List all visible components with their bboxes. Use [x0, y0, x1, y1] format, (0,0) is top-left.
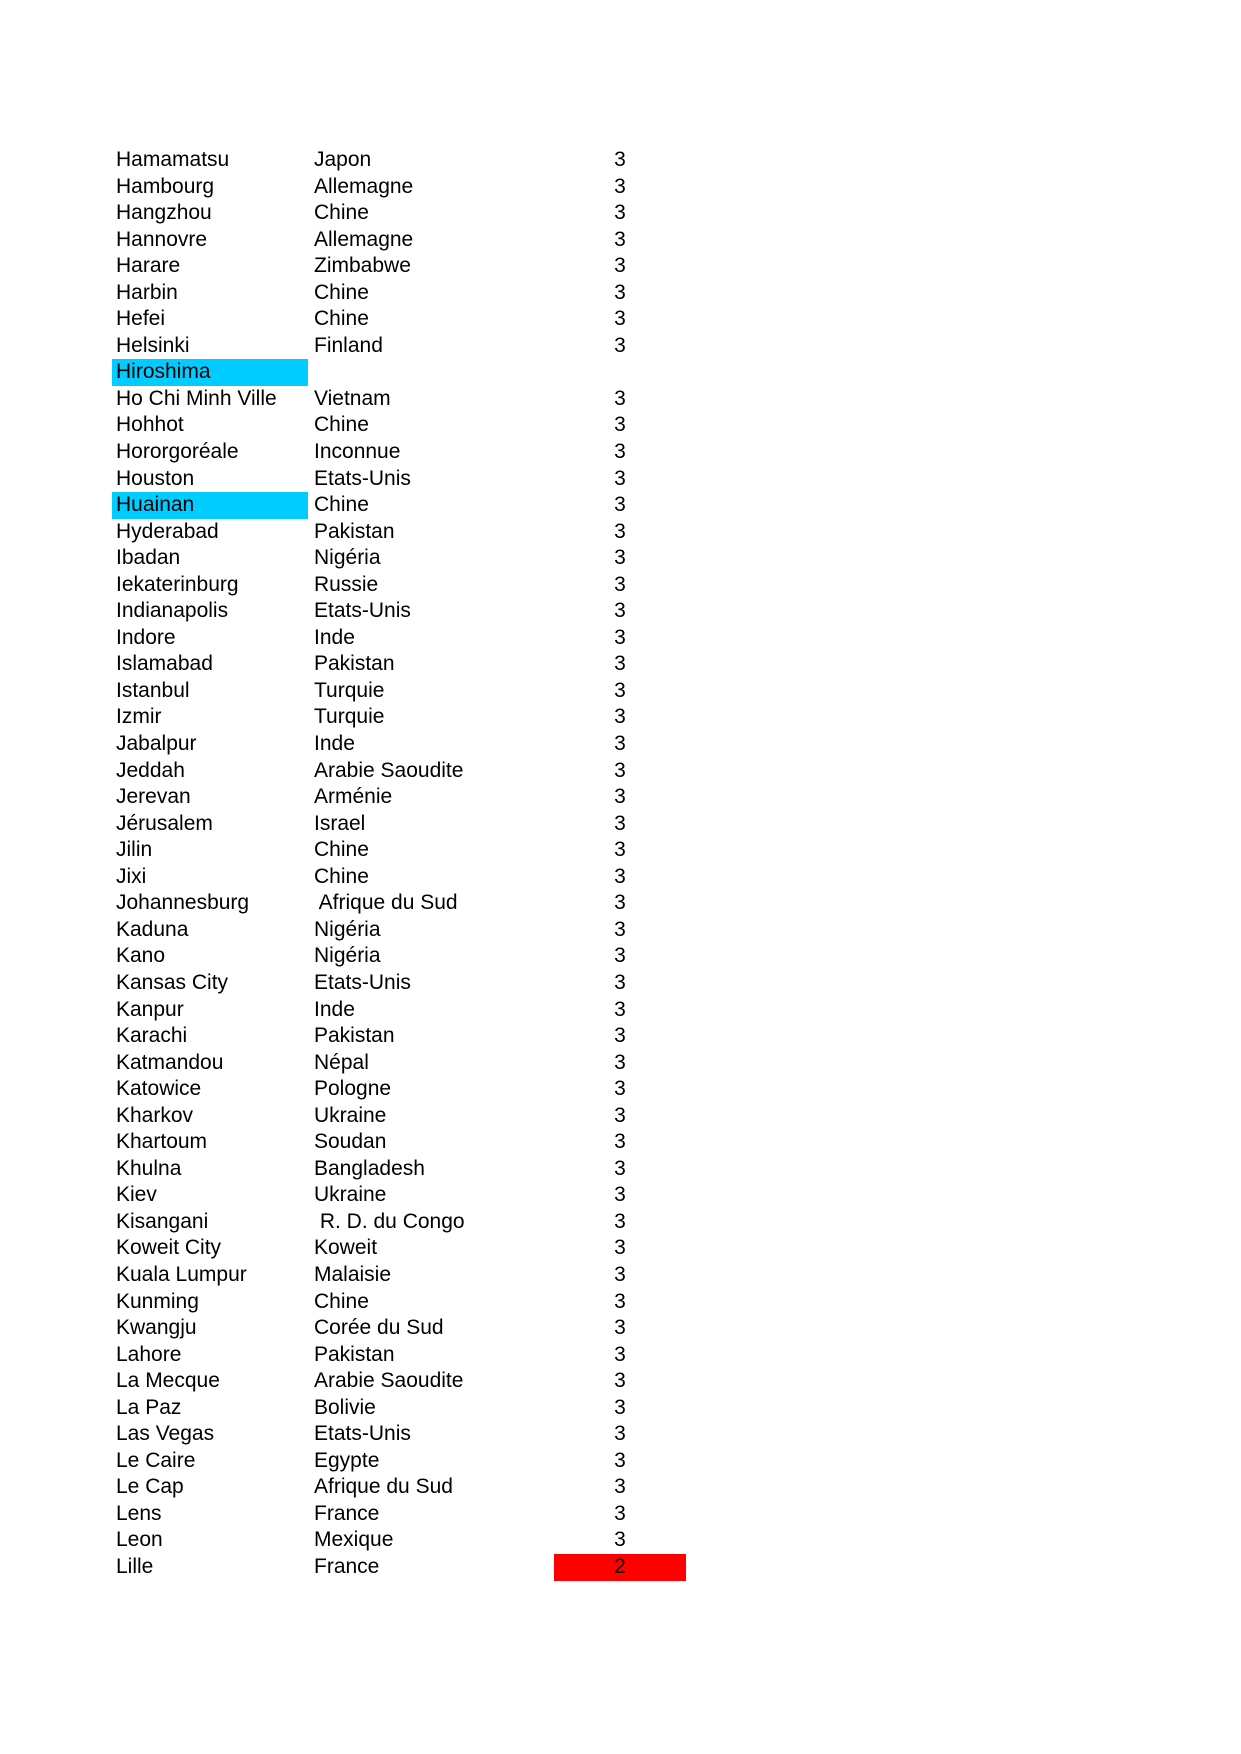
country-cell[interactable]: Vietnam — [314, 386, 391, 410]
city-cell[interactable]: Indore — [116, 625, 176, 649]
country-cell[interactable]: Chine — [314, 413, 369, 437]
country-cell[interactable]: Chine — [314, 201, 369, 225]
table-row — [0, 1289, 1241, 1316]
country-cell[interactable]: Inde — [314, 997, 355, 1021]
table-row — [0, 1448, 1241, 1475]
table-row — [0, 1527, 1241, 1554]
country-cell[interactable]: Arabie Saoudite — [314, 758, 464, 782]
table-row — [0, 758, 1241, 785]
table-row — [0, 1501, 1241, 1528]
table-row — [0, 1554, 1241, 1581]
value-cell[interactable]: 3 — [614, 997, 626, 1021]
country-cell[interactable]: Zimbabwe — [314, 254, 411, 278]
value-cell[interactable]: 3 — [614, 785, 626, 809]
country-cell[interactable]: Bangladesh — [314, 1156, 425, 1180]
value-cell[interactable]: 3 — [614, 493, 626, 517]
value-cell[interactable]: 3 — [614, 1448, 626, 1472]
country-cell[interactable]: Pakistan — [314, 519, 395, 543]
value-cell[interactable]: 3 — [614, 1316, 626, 1340]
table-row — [0, 1050, 1241, 1077]
country-cell[interactable]: Nigéria — [314, 546, 381, 570]
country-cell[interactable]: Bolivie — [314, 1395, 376, 1419]
country-cell[interactable]: Afrique du Sud — [314, 891, 458, 915]
table-row — [0, 572, 1241, 599]
value-cell[interactable]: 3 — [614, 625, 626, 649]
city-cell[interactable]: Kharkov — [116, 1103, 194, 1127]
country-cell[interactable]: Ukraine — [314, 1103, 387, 1127]
table-row — [0, 1023, 1241, 1050]
city-cell[interactable]: Hambourg — [116, 174, 215, 198]
city-cell[interactable]: La Paz — [116, 1395, 182, 1419]
city-cell[interactable]: Ho Chi Minh Ville — [116, 386, 277, 410]
value-cell[interactable]: 3 — [614, 1077, 626, 1101]
table-row — [0, 890, 1241, 917]
city-cell[interactable]: Islamabad — [116, 652, 213, 676]
city-cell[interactable]: Kaduna — [116, 917, 189, 941]
value-cell[interactable]: 3 — [614, 333, 626, 357]
value-cell[interactable] — [554, 359, 686, 386]
city-cell[interactable]: Helsinki — [116, 333, 190, 357]
table-row — [0, 970, 1241, 997]
table-row — [0, 412, 1241, 439]
table-row — [0, 1342, 1241, 1369]
value-cell[interactable]: 3 — [614, 1528, 626, 1552]
country-cell[interactable]: Pakistan — [314, 1342, 395, 1366]
country-cell[interactable]: Ukraine — [314, 1183, 387, 1207]
city-cell[interactable]: Johannesburg — [116, 891, 250, 915]
city-cell[interactable]: Katmandou — [116, 1050, 224, 1074]
country-cell[interactable]: Chine — [314, 280, 369, 304]
table-row — [0, 227, 1241, 254]
country-cell[interactable]: Israel — [314, 811, 366, 835]
country-cell[interactable]: Pologne — [314, 1077, 392, 1101]
country-cell[interactable]: Chine — [314, 307, 369, 331]
table-row — [0, 1235, 1241, 1262]
value-cell[interactable]: 3 — [614, 705, 626, 729]
country-cell[interactable]: Chine — [314, 864, 369, 888]
table-row — [0, 492, 1241, 519]
table-row — [0, 837, 1241, 864]
city-cell[interactable]: Jilin — [116, 838, 153, 862]
city-cell[interactable]: Katowice — [116, 1077, 202, 1101]
value-cell[interactable]: 3 — [614, 732, 626, 756]
city-cell[interactable]: Hangzhou — [116, 201, 212, 225]
value-cell[interactable]: 3 — [614, 440, 626, 464]
table-row — [0, 704, 1241, 731]
country-cell[interactable]: Etats-Unis — [314, 599, 411, 623]
value-cell[interactable]: 2 — [554, 1554, 686, 1581]
table-row — [0, 1262, 1241, 1289]
city-cell[interactable]: Kunming — [116, 1289, 199, 1313]
value-cell[interactable]: 3 — [614, 652, 626, 676]
country-cell[interactable]: Finland — [314, 333, 383, 357]
country-cell[interactable]: Etats-Unis — [314, 1422, 411, 1446]
country-cell[interactable]: France — [314, 1501, 380, 1525]
city-cell[interactable]: Jeddah — [116, 758, 185, 782]
city-cell[interactable]: Izmir — [116, 705, 162, 729]
table-row — [0, 678, 1241, 705]
city-cell[interactable]: Iekaterinburg — [116, 572, 239, 596]
value-cell[interactable]: 3 — [614, 174, 626, 198]
city-cell[interactable]: Hohhot — [116, 413, 184, 437]
city-cell[interactable]: Leon — [116, 1528, 163, 1552]
value-cell[interactable]: 3 — [614, 307, 626, 331]
value-cell[interactable]: 3 — [614, 572, 626, 596]
city-cell[interactable]: Hororgoréale — [116, 440, 239, 464]
city-cell[interactable]: Le Cap — [116, 1475, 184, 1499]
city-cell[interactable]: Le Caire — [116, 1448, 196, 1472]
table-row — [0, 598, 1241, 625]
city-cell[interactable]: Jixi — [116, 864, 147, 888]
table-row — [0, 147, 1241, 174]
table-row — [0, 625, 1241, 652]
value-cell[interactable]: 3 — [614, 1289, 626, 1313]
city-cell[interactable]: Hyderabad — [116, 519, 219, 543]
country-cell[interactable]: Arménie — [314, 785, 393, 809]
table-row — [0, 1209, 1241, 1236]
value-cell[interactable]: 3 — [614, 201, 626, 225]
value-cell[interactable]: 3 — [614, 1050, 626, 1074]
value-cell[interactable]: 3 — [614, 1209, 626, 1233]
table-row — [0, 359, 1241, 386]
table-row — [0, 1103, 1241, 1130]
city-cell[interactable]: Karachi — [116, 1024, 188, 1048]
city-cell[interactable]: Kano — [116, 944, 166, 968]
value-cell[interactable]: 3 — [614, 1103, 626, 1127]
city-cell[interactable]: Jabalpur — [116, 732, 197, 756]
city-cell[interactable]: Jerevan — [116, 785, 191, 809]
value-cell[interactable]: 3 — [614, 227, 626, 251]
value-cell[interactable]: 3 — [614, 1369, 626, 1393]
country-cell[interactable]: Egypte — [314, 1448, 380, 1472]
city-cell[interactable]: Khartoum — [116, 1130, 208, 1154]
country-cell[interactable]: Pakistan — [314, 652, 395, 676]
country-cell[interactable]: Japon — [314, 148, 372, 171]
table-row — [0, 731, 1241, 758]
table-row — [0, 1076, 1241, 1103]
table-row — [0, 519, 1241, 546]
value-cell[interactable]: 3 — [614, 466, 626, 490]
table-row — [0, 466, 1241, 493]
city-cell[interactable]: Indianapolis — [116, 599, 229, 623]
city-cell[interactable]: Kisangani — [116, 1209, 209, 1233]
country-cell[interactable]: Arabie Saoudite — [314, 1369, 464, 1393]
value-cell[interactable]: 3 — [614, 944, 626, 968]
spreadsheet-page — [0, 147, 1241, 1581]
city-cell[interactable]: Las Vegas — [116, 1422, 215, 1446]
city-cell[interactable]: La Mecque — [116, 1369, 220, 1393]
country-cell[interactable]: Turquie — [314, 678, 385, 702]
value-cell[interactable]: 3 — [614, 1024, 626, 1048]
table-row — [0, 333, 1241, 360]
table-row — [0, 174, 1241, 201]
value-cell[interactable]: 3 — [614, 280, 626, 304]
table-row — [0, 1315, 1241, 1342]
city-cell[interactable]: Kwangju — [116, 1316, 197, 1340]
country-cell[interactable]: Allemagne — [314, 174, 414, 198]
country-cell[interactable]: Etats-Unis — [314, 466, 411, 490]
city-cell[interactable]: Jérusalem — [116, 811, 213, 835]
city-cell[interactable]: Harbin — [116, 280, 178, 304]
table-row — [0, 1395, 1241, 1422]
value-cell[interactable]: 3 — [614, 1342, 626, 1366]
country-cell[interactable]: Népal — [314, 1050, 369, 1074]
table-row — [0, 811, 1241, 838]
table-row — [0, 1474, 1241, 1501]
country-cell[interactable]: Inde — [314, 732, 355, 756]
value-cell[interactable]: 3 — [614, 254, 626, 278]
country-cell[interactable]: Russie — [314, 572, 379, 596]
table-row — [0, 545, 1241, 572]
country-cell[interactable]: R. D. du Congo — [314, 1209, 465, 1233]
city-cell[interactable]: Lahore — [116, 1342, 182, 1366]
value-cell[interactable]: 3 — [614, 413, 626, 437]
country-cell[interactable]: Soudan — [314, 1130, 387, 1154]
country-cell[interactable]: Inde — [314, 625, 355, 649]
city-cell[interactable]: Kanpur — [116, 997, 184, 1021]
city-cell[interactable]: Lens — [116, 1501, 162, 1525]
country-cell[interactable]: France — [314, 1554, 380, 1578]
table-row — [0, 1129, 1241, 1156]
country-cell[interactable]: Allemagne — [314, 227, 414, 251]
country-cell[interactable]: Koweit — [314, 1236, 378, 1260]
country-cell[interactable]: Etats-Unis — [314, 970, 411, 994]
country-cell[interactable]: Nigéria — [314, 944, 381, 968]
table-row — [0, 997, 1241, 1024]
table-row — [0, 439, 1241, 466]
value-cell[interactable]: 3 — [614, 1156, 626, 1180]
value-cell[interactable]: 3 — [614, 917, 626, 941]
value-cell[interactable]: 3 — [614, 1475, 626, 1499]
country-cell[interactable]: Pakistan — [314, 1024, 395, 1048]
city-cell[interactable]: Hiroshima — [112, 359, 308, 386]
table-row — [0, 1182, 1241, 1209]
table-row — [0, 943, 1241, 970]
value-cell[interactable]: 3 — [614, 1262, 626, 1286]
city-cell[interactable]: Khulna — [116, 1156, 182, 1180]
value-cell[interactable]: 3 — [614, 1236, 626, 1260]
country-cell[interactable]: Turquie — [314, 705, 385, 729]
value-cell[interactable]: 3 — [614, 148, 626, 171]
value-cell[interactable]: 3 — [614, 864, 626, 888]
value-cell[interactable]: 3 — [614, 1422, 626, 1446]
value-cell[interactable]: 3 — [614, 386, 626, 410]
city-cell[interactable]: Harare — [116, 254, 181, 278]
value-cell[interactable]: 3 — [614, 758, 626, 782]
table-row — [0, 386, 1241, 413]
country-cell[interactable]: Chine — [314, 493, 369, 517]
table-row — [0, 864, 1241, 891]
table-row — [0, 784, 1241, 811]
value-cell[interactable]: 3 — [614, 599, 626, 623]
city-cell[interactable]: Istanbul — [116, 678, 190, 702]
value-cell[interactable]: 3 — [614, 519, 626, 543]
city-cell[interactable]: Lille — [116, 1554, 154, 1578]
value-cell[interactable]: 3 — [614, 1183, 626, 1207]
country-cell[interactable]: Mexique — [314, 1528, 394, 1552]
table-row — [0, 306, 1241, 333]
table-row — [0, 1156, 1241, 1183]
table-row — [0, 1368, 1241, 1395]
table-row — [0, 1421, 1241, 1448]
country-cell[interactable]: Malaisie — [314, 1262, 392, 1286]
country-cell[interactable]: Corée du Sud — [314, 1316, 444, 1340]
city-cell[interactable]: Hannovre — [116, 227, 208, 251]
value-cell[interactable]: 3 — [614, 891, 626, 915]
country-cell[interactable]: Inconnue — [314, 440, 401, 464]
table-row — [0, 280, 1241, 307]
value-cell[interactable]: 3 — [614, 838, 626, 862]
table-row — [0, 253, 1241, 280]
value-cell[interactable]: 3 — [614, 811, 626, 835]
value-cell[interactable]: 3 — [614, 678, 626, 702]
value-cell[interactable]: 3 — [614, 1130, 626, 1154]
table-row — [0, 651, 1241, 678]
city-cell[interactable]: Kansas City — [116, 970, 229, 994]
city-cell[interactable]: Kuala Lumpur — [116, 1262, 247, 1286]
country-cell[interactable] — [310, 359, 550, 386]
value-cell[interactable]: 3 — [614, 1501, 626, 1525]
country-cell[interactable]: Chine — [314, 838, 369, 862]
city-cell[interactable]: Kiev — [116, 1183, 157, 1207]
city-cell[interactable]: Hamamatsu — [116, 148, 230, 171]
value-cell[interactable]: 3 — [614, 546, 626, 570]
table-row — [0, 917, 1241, 944]
city-cell[interactable]: Hefei — [116, 307, 166, 331]
country-cell[interactable]: Nigéria — [314, 917, 381, 941]
city-cell[interactable]: Ibadan — [116, 546, 181, 570]
country-cell[interactable]: Afrique du Sud — [314, 1475, 453, 1499]
city-cell[interactable]: Houston — [116, 466, 195, 490]
table-row — [0, 200, 1241, 227]
value-cell[interactable]: 3 — [614, 970, 626, 994]
city-cell[interactable]: Huainan — [112, 492, 308, 519]
city-cell[interactable]: Koweit City — [116, 1236, 222, 1260]
country-cell[interactable]: Chine — [314, 1289, 369, 1313]
value-cell[interactable]: 3 — [614, 1395, 626, 1419]
